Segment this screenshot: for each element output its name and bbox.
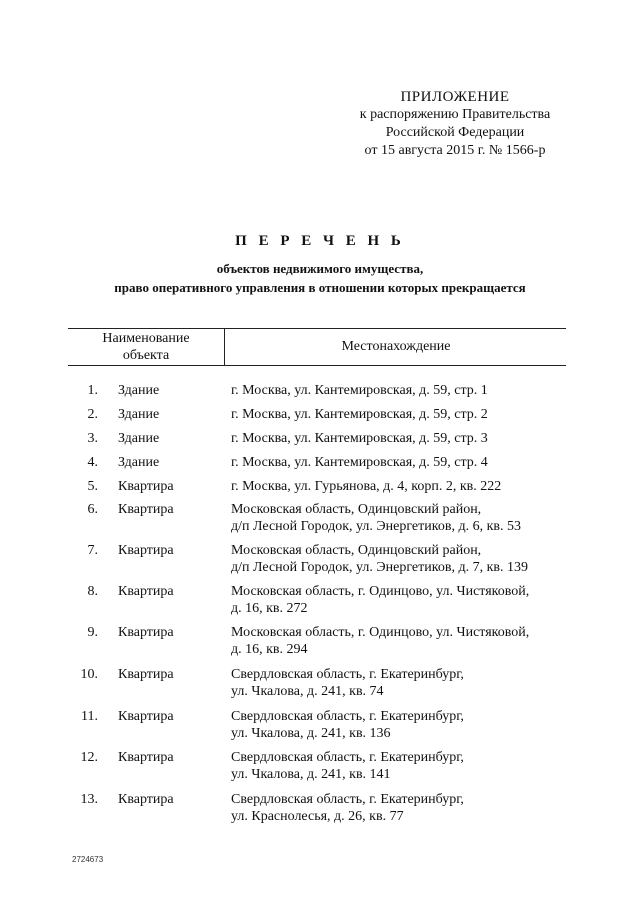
row-location (231, 454, 571, 471)
subtitle-line-2: право оперативного управления в отношении которых прекращается (114, 280, 526, 295)
column-header-location: Местонахождение (341, 339, 451, 354)
row-location-line: д. 16, кв. 294 (231, 642, 308, 657)
row-location-line: ул. Чкалова, д. 241, кв. 136 (231, 726, 391, 741)
row-number: 12. (80, 750, 98, 765)
row-location (231, 624, 571, 658)
row-object-type: Квартира (118, 584, 174, 599)
appendix-block (330, 88, 580, 160)
appendix-line-2: Российской Федерации (385, 125, 525, 140)
row-object-type: Здание (118, 431, 160, 446)
row-number: 7. (87, 543, 98, 558)
row-location (231, 430, 571, 447)
row-object-type: Здание (118, 407, 160, 422)
document-subtitle (0, 259, 640, 297)
appendix-title: ПРИЛОЖЕНИЕ (400, 89, 510, 105)
row-location (231, 501, 571, 535)
row-number: 11. (81, 709, 98, 724)
row-location-line: д/п Лесной Городок, ул. Энергетиков, д. 7, кв. 139 (231, 560, 528, 575)
row-object-type: Здание (118, 383, 160, 398)
row-object-type: Квартира (118, 667, 174, 682)
row-number: 10. (80, 667, 98, 682)
row-location (231, 749, 571, 783)
row-location (231, 382, 571, 399)
row-location-line: г. Москва, ул. Гурьянова, д. 4, корп. 2, кв. 222 (231, 479, 502, 494)
row-number: 4. (87, 455, 98, 470)
row-location-line: Московская область, Одинцовский район, (231, 543, 482, 558)
row-location-line: ул. Краснолесья, д. 26, кв. 77 (231, 809, 404, 824)
row-location-line: г. Москва, ул. Кантемировская, д. 59, стр. 1 (231, 383, 488, 398)
appendix-date-number: от 15 августа 2015 г. № 1566-р (364, 143, 546, 158)
row-object-type: Квартира (118, 750, 174, 765)
row-location-line: Свердловская область, г. Екатеринбург, (231, 667, 464, 682)
row-object-type: Квартира (118, 792, 174, 807)
row-number: 1. (87, 383, 98, 398)
table-header-rule (68, 365, 566, 366)
subtitle-line-1: объектов недвижимого имущества, (216, 261, 424, 276)
row-location-line: Свердловская область, г. Екатеринбург, (231, 792, 464, 807)
row-number: 13. (80, 792, 98, 807)
row-location (231, 478, 571, 495)
row-location-line: Свердловская область, г. Екатеринбург, (231, 709, 464, 724)
table-header-divider (224, 328, 225, 365)
row-number: 6. (87, 502, 98, 517)
row-number: 5. (87, 479, 98, 494)
row-location (231, 542, 571, 576)
row-object-type: Квартира (118, 625, 174, 640)
document-title: П Е Р Е Ч Е Н Ь (235, 233, 405, 249)
row-location-line: д. 16, кв. 272 (231, 601, 308, 616)
row-number: 3. (87, 431, 98, 446)
row-object-type: Квартира (118, 709, 174, 724)
row-object-type: Здание (118, 455, 160, 470)
row-object-type: Квартира (118, 543, 174, 558)
row-location (231, 708, 571, 742)
row-location-line: ул. Чкалова, д. 241, кв. 74 (231, 684, 384, 699)
row-location-line: Московская область, г. Одинцово, ул. Чистяковой, (231, 625, 530, 640)
row-location (231, 791, 571, 825)
row-location-line: Московская область, Одинцовский район, (231, 502, 482, 517)
row-location-line: ул. Чкалова, д. 241, кв. 141 (231, 767, 391, 782)
table-top-rule (68, 328, 566, 329)
row-number: 2. (87, 407, 98, 422)
row-object-type: Квартира (118, 479, 174, 494)
document-code: 2724673 (72, 855, 104, 864)
row-number: 9. (87, 625, 98, 640)
row-location-line: г. Москва, ул. Кантемировская, д. 59, стр. 4 (231, 455, 488, 470)
row-number: 8. (87, 584, 98, 599)
row-location-line: Московская область, г. Одинцово, ул. Чистяковой, (231, 584, 530, 599)
row-location-line: г. Москва, ул. Кантемировская, д. 59, стр. 2 (231, 407, 488, 422)
row-location (231, 406, 571, 423)
appendix-line-1: к распоряжению Правительства (359, 107, 551, 122)
row-location-line: Свердловская область, г. Екатеринбург, (231, 750, 464, 765)
row-location-line: д/п Лесной Городок, ул. Энергетиков, д. 6, кв. 53 (231, 519, 521, 534)
row-location-line: г. Москва, ул. Кантемировская, д. 59, стр. 3 (231, 431, 488, 446)
row-location (231, 583, 571, 617)
column-header-object-name: Наименование объекта (102, 331, 190, 363)
row-location (231, 666, 571, 700)
row-object-type: Квартира (118, 502, 174, 517)
